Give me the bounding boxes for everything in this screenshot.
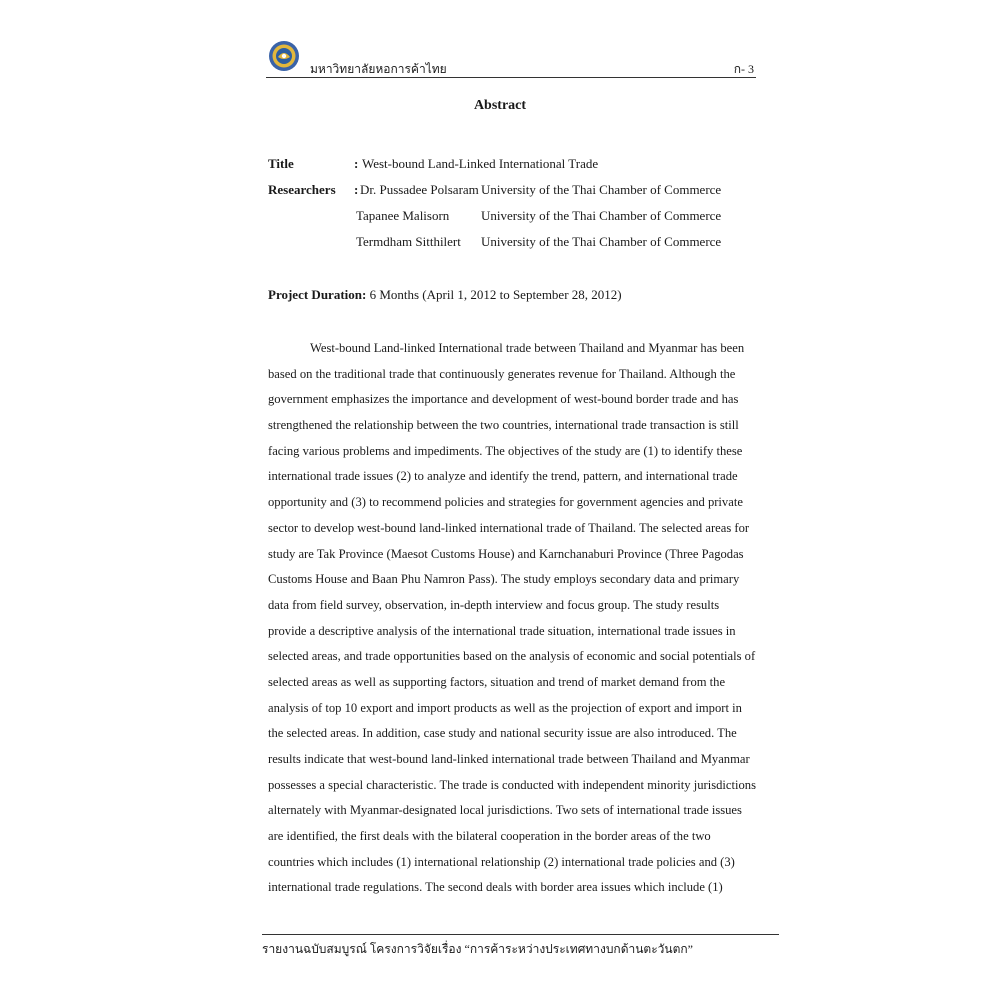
body-line: results indicate that west-bound land-linked international trade between Thailand and Myanmar [268,752,750,766]
page-number: ก- 3 [733,62,754,76]
page-title: Abstract [473,98,527,113]
university-seal-icon [268,40,300,72]
body-line: selected areas, and trade opportunities based on the analysis of economic and social potentials of [268,649,756,664]
body-line: international trade issues (2) to analyze and identify the trend, pattern, and international trade [268,469,738,484]
title-colon: : [354,156,359,171]
researcher-name: Tapanee Malisorn [356,208,450,223]
abstract-body [268,336,756,901]
body-line: data from field survey, observation, in-depth interview and focus group. The study results [268,597,720,612]
project-duration [268,287,622,303]
body-line: Customs House and Baan Phu Namron Pass). The study employs secondary data and primary [268,572,740,587]
researcher-affiliation: University of the Thai Chamber of Commerce [481,208,722,223]
footer-divider [262,934,779,935]
title-value: West-bound Land-Linked International Trade [362,156,599,171]
header-divider [266,77,756,78]
body-line: study are Tak Province (Maesot Customs House) and Karnchanaburi Province (Three Pagodas [268,546,744,561]
body-line: countries which includes (1) international relationship (2) international trade policies and (3) [268,854,735,869]
body-line: government emphasizes the importance and development of west-bound border trade and has [268,392,739,407]
duration-label: Project Duration [268,287,362,302]
researcher-name: Termdham Sitthilert [356,234,461,249]
body-line: alternately with Myanmar-designated local jurisdictions. Two sets of international trade issues [268,803,742,818]
researcher-name: Dr. Pussadee Polsaram [360,182,479,197]
body-line: provide a descriptive analysis of the international trade situation, international trade issues in [268,623,736,638]
researchers-label: Researchers [268,182,336,197]
university-name: มหาวิทยาลัยหอการค้าไทย [310,62,447,76]
body-line: selected areas as well as supporting factors, situation and trend of market demand from the [268,674,726,689]
researchers-colon: : [354,182,359,197]
duration-colon: : [361,287,367,302]
page-footer: รายงานฉบับสมบูรณ์ โครงการวิจัยเรื่อง “การค้าระหว่างประเทศทางบกด้านตะวันตก” [262,942,693,956]
body-line: international trade regulations. The second deals with border area issues which include (1) [268,880,723,895]
body-line: West-bound Land-linked International trade between Thailand and Myanmar has been [310,341,745,355]
body-line: based on the traditional trade that continuously generates revenue for Thailand. Although the [268,366,736,381]
body-line: facing various problems and impediments. The objectives of the study are (1) to identify these [268,443,743,458]
body-line: the selected areas. In addition, case study and national security issue are also introduced. The [268,726,737,741]
researcher-affiliation: University of the Thai Chamber of Commerce [481,234,722,249]
researcher-affiliation: University of the Thai Chamber of Commerce [481,182,722,197]
body-line: strengthened the relationship between the two countries, international trade transaction is still [268,418,739,433]
title-label: Title [268,156,294,171]
duration-value: 6 Months (April 1, 2012 to September 28, 2012) [369,287,622,302]
body-line: sector to develop west-bound land-linked international trade of Thailand. The selected areas for [268,520,750,535]
body-line: are identified, the first deals with the bilateral cooperation in the border areas of the two [268,829,711,844]
page-header [266,40,756,78]
body-line: analysis of top 10 export and import products as well as the projection of export and import in [268,700,742,715]
body-line: opportunity and (3) to recommend policies and strategies for government agencies and private [268,495,743,510]
body-line: possesses a special characteristic. The trade is conducted with independent minority jurisdictions [268,777,756,792]
